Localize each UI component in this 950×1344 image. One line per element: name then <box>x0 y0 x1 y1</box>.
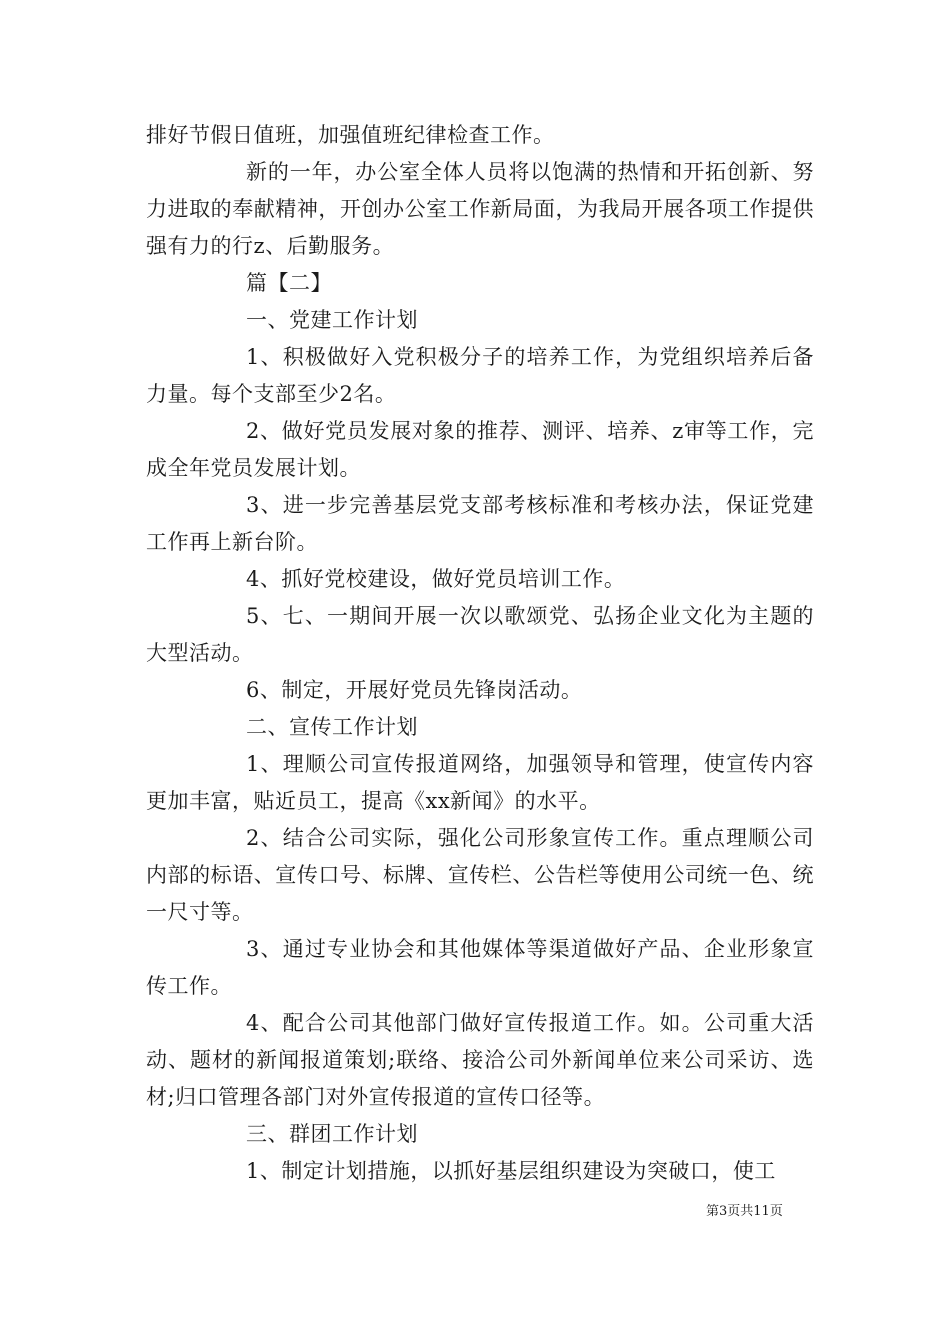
publicity-item-3: 3、通过专业协会和其他媒体等渠道做好产品、企业形象宣传工作。 <box>146 937 814 998</box>
document-body <box>146 117 814 1190</box>
section-heading-group-work: 三、群团工作计划 <box>246 1122 418 1146</box>
party-item-1: 1、积极做好入党积极分子的培养工作，为党组织培养后备力量。每个支部至少2名。 <box>146 345 814 406</box>
page-number: 第3页共11页 <box>706 1204 783 1219</box>
party-item-4: 4、抓好党校建设，做好党员培训工作。 <box>246 567 626 591</box>
party-item-6: 6、制定，开展好党员先锋岗活动。 <box>246 678 583 702</box>
paragraph-2: 新的一年，办公室全体人员将以饱满的热情和开拓创新、努力进取的奉献精神，开创办公室工作新局面，为我局开展各项工作提供强有力的行z、后勤服务。 <box>146 160 814 258</box>
party-item-5: 5、七、一期间开展一次以歌颂党、弘扬企业文化为主题的大型活动。 <box>146 604 814 665</box>
section-heading-party-building: 一、党建工作计划 <box>246 308 418 332</box>
publicity-item-1: 1、理顺公司宣传报道网络，加强领导和管理，使宣传内容更加丰富，贴近员工，提高《xx新闻》的水平。 <box>146 752 814 813</box>
publicity-item-2: 2、结合公司实际，强化公司形象宣传工作。重点理顺公司内部的标语、宣传口号、标牌、宣传栏、公告栏等使用公司统一色、统一尺寸等。 <box>146 826 814 924</box>
party-item-2: 2、做好党员发展对象的推荐、测评、培养、z审等工作，完成全年党员发展计划。 <box>146 419 814 480</box>
party-item-3: 3、进一步完善基层党支部考核标准和考核办法，保证党建工作再上新台阶。 <box>146 493 814 554</box>
group-item-1: 1、制定计划措施，以抓好基层组织建设为突破口，使工 <box>246 1159 776 1183</box>
section-heading-publicity: 二、宣传工作计划 <box>246 715 418 739</box>
publicity-item-4: 4、配合公司其他部门做好宣传报道工作。如。公司重大活动、题材的新闻报道策划;联络、接洽公司外新闻单位来公司采访、选材;归口管理各部门对外宣传报道的宣传口径等。 <box>146 1011 814 1109</box>
section-heading-part-two: 篇【二】 <box>246 271 332 295</box>
paragraph-1: 排好节假日值班，加强值班纪律检查工作。 <box>146 123 555 147</box>
